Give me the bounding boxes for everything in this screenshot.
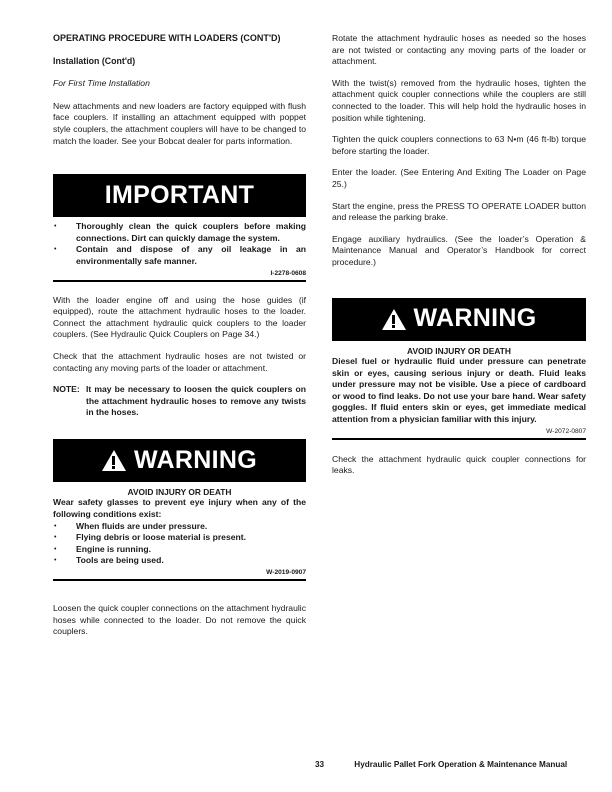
paragraph: Enter the loader. (See Entering And Exiting The Loader on Page 25.) <box>332 167 586 189</box>
paragraph: With the loader engine off and using the hose guides (if equipped), route the attachment hydraulic hoses to the loader. Connect the attachment hydraulic quick couplers to the loader couplers. (See Hydraulic Quick Couplers on Page 34.) <box>53 294 306 340</box>
list-item: • When fluids are under pressure. <box>53 521 306 533</box>
sub-heading: Installation (Cont'd) <box>53 55 136 66</box>
paragraph: Check that the attachment hydraulic hoses are not twisted or contacting any moving parts of the loader or attachment. <box>53 350 306 373</box>
notice-code: W-2019-0907 <box>266 568 306 576</box>
paragraph: Engage auxiliary hydraulics. (See the loader’s Operation & Maintenance Manual and Operator’s Handbook for correct procedure.) <box>332 233 586 267</box>
important-list <box>53 221 306 267</box>
list-item: • Thoroughly clean the quick couplers before making connections. Dirt can quickly damage the system. <box>53 221 306 244</box>
paragraph: With the twist(s) removed from the hydraulic hoses, tighten the attachment quick coupler connections while the couplers are still connected to the loader. This will help hold the hydraulic hoses in position while tightening. <box>332 77 586 123</box>
important-banner <box>53 174 306 217</box>
warning-banner <box>332 298 586 341</box>
section-heading: OPERATING PROCEDURE WITH LOADERS (CONT'D) <box>53 33 281 43</box>
warning-list <box>53 521 306 567</box>
list-item: • Tools are being used. <box>53 555 306 567</box>
paragraph: Start the engine, press the PRESS TO OPERATE LOADER button and release the parking brake. <box>332 200 586 223</box>
important-title: IMPORTANT <box>104 180 255 209</box>
warning-subtitle: AVOID INJURY OR DEATH <box>127 486 232 497</box>
note-text: It may be necessary to loosen the quick couplers on the attachment hydraulic hoses to remove any twists in the hoses. <box>86 384 306 418</box>
divider <box>332 438 586 440</box>
warning-banner <box>53 439 306 482</box>
paragraph: Loosen the quick coupler connections on the attachment hydraulic hoses while connected to the loader. Do not remove the quick couplers. <box>53 602 306 637</box>
divider <box>53 579 306 581</box>
note-label: NOTE: <box>53 384 80 395</box>
notice-code: I-2278-0608 <box>270 269 306 277</box>
italic-heading: For First Time Installation <box>53 78 150 89</box>
paragraph: New attachments and new loaders are factory equipped with flush face couplers. If installing an attachment equipped with poppet style couplers, the attachment couplers will have to be changed to match the loader. See your Bobcat dealer for parts information. <box>53 100 306 146</box>
warning-notice <box>53 439 306 581</box>
warning-notice <box>332 298 586 440</box>
warning-subtitle: AVOID INJURY OR DEATH <box>407 345 511 356</box>
note <box>53 384 306 419</box>
divider <box>53 280 306 282</box>
list-item: • Contain and dispose of any oil leakage in an environmentally safe manner. <box>53 244 306 267</box>
right-column <box>332 33 586 487</box>
paragraph: Rotate the attachment hydraulic hoses as needed so the hoses are not twisted or contacting any moving parts of the loader or attachment. <box>332 33 586 67</box>
warning-triangle-icon <box>102 450 126 471</box>
warning-body: Wear safety glasses to prevent eye injury when any of the following conditions exist: <box>53 497 306 519</box>
list-item: • Engine is running. <box>53 544 306 556</box>
warning-title: WARNING <box>134 445 257 474</box>
notice-code: W-2072-0807 <box>546 427 586 435</box>
warning-body: Diesel fuel or hydraulic fluid under pressure can penetrate skin or eyes, causing serious injury or death. Fluid leaks under pressure may not be visible. Use a piece of cardboard or wood to find leaks. Do not use your bare hand. Wear safety goggles. If fluid enters skin or eyes, get immediate medical attention from a physician familiar with this injury. <box>332 356 586 424</box>
warning-title: WARNING <box>413 304 537 333</box>
page-number: 33 <box>315 760 325 769</box>
page-footer <box>315 760 567 769</box>
manual-title: Hydraulic Pallet Fork Operation & Maintenance Manual <box>354 760 568 769</box>
paragraph: Check the attachment hydraulic quick coupler connections for leaks. <box>332 453 586 476</box>
left-column <box>53 33 306 648</box>
list-item: • Flying debris or loose material is present. <box>53 532 306 544</box>
warning-triangle-icon <box>382 309 406 330</box>
important-notice <box>53 174 306 281</box>
paragraph: Tighten the quick couplers connections to 63 N•m (46 ft-lb) torque before starting the loader. <box>332 134 586 156</box>
